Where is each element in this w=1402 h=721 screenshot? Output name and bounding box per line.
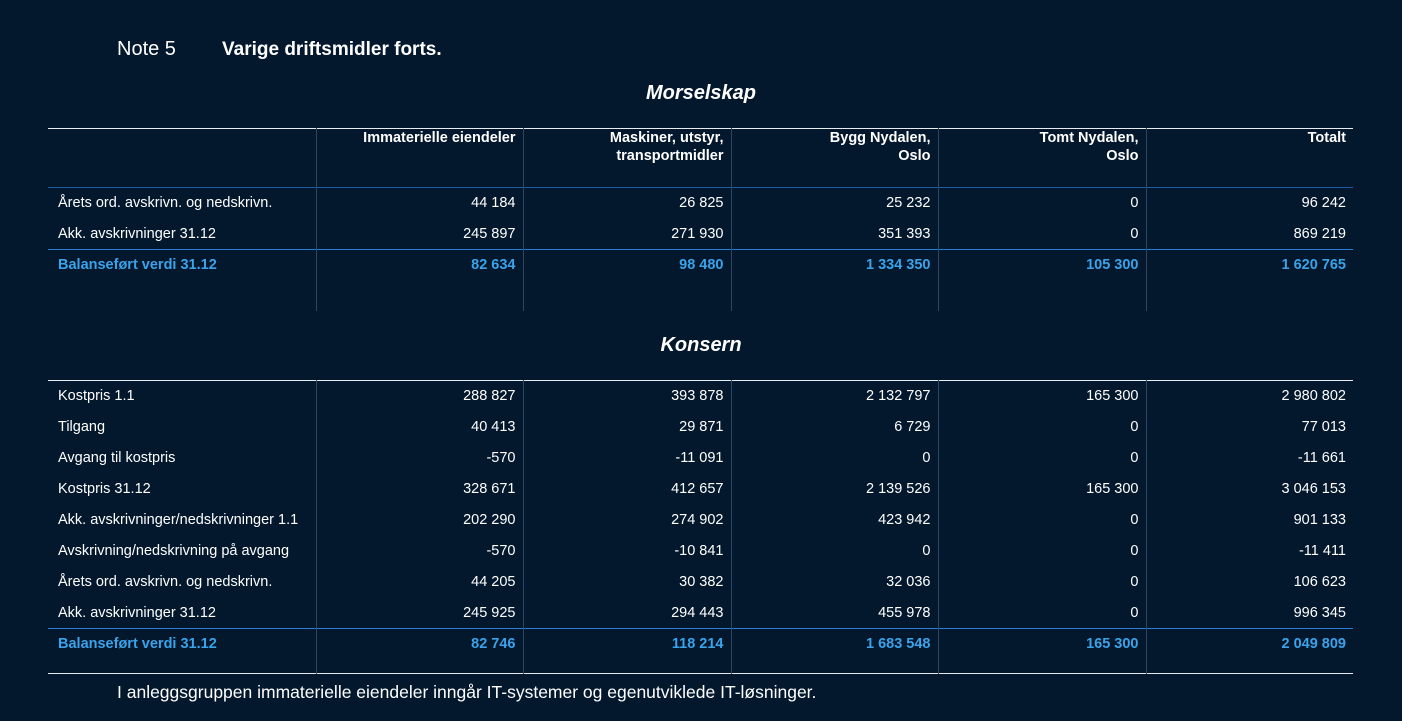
table-cell: 0 (938, 219, 1146, 250)
table-cell: 0 (938, 443, 1146, 474)
table-row (48, 219, 1353, 250)
row-label: Kostpris 1.1 (58, 388, 135, 405)
table-cell: 0 (731, 536, 938, 567)
table-cell: 165 300 (938, 474, 1146, 505)
table-row (48, 412, 1353, 443)
table-cell: 351 393 (731, 219, 938, 250)
table-cell: 3 046 153 (1146, 474, 1353, 505)
table-cell: 26 825 (523, 188, 731, 219)
table-cell: 294 443 (523, 598, 731, 629)
table-cell: 2 132 797 (731, 381, 938, 412)
spacer-cell (48, 281, 316, 311)
table-cell: 0 (938, 505, 1146, 536)
table-cell: 40 413 (316, 412, 523, 443)
table-cell: 288 827 (316, 381, 523, 412)
table-cell: 274 902 (523, 505, 731, 536)
header-cell-immaterielle: Immaterielle eiendeler (316, 129, 523, 188)
row-label: Akk. avskrivninger/nedskrivninger 1.1 (58, 512, 299, 528)
table-row (48, 381, 1353, 412)
note-label: Note 5 (117, 38, 176, 60)
footnote: I anleggsgruppen immaterielle eiendeler inngår IT-systemer og egenutviklede IT-løsninger. (117, 682, 817, 702)
total-cell: 82 634 (316, 250, 523, 281)
table-cell: 0 (938, 567, 1146, 598)
total-cell: 165 300 (938, 629, 1146, 674)
table-cell: -11 411 (1146, 536, 1353, 567)
spacer-cell (938, 281, 1146, 311)
header-cell-maskiner: Maskiner, utstyr, transportmidler (523, 129, 731, 188)
note-title: Varige driftsmidler forts. (222, 39, 442, 60)
table-cell: 25 232 (731, 188, 938, 219)
table-cell: -10 841 (523, 536, 731, 567)
table-cell: -11 091 (523, 443, 731, 474)
row-label: Avgang til kostpris (58, 450, 176, 466)
section-title-morselskap: Morselskap (645, 82, 757, 104)
table-cell: 44 205 (316, 567, 523, 598)
table-cell: 393 878 (523, 381, 731, 412)
header-cell (48, 129, 316, 188)
total-cell: 1 620 765 (1146, 250, 1353, 281)
total-cell: 105 300 (938, 250, 1146, 281)
spacer-cell (731, 281, 938, 311)
table-morselskap (48, 128, 1353, 311)
table-cell: 202 290 (316, 505, 523, 536)
row-label: Kostpris 31.12 (58, 481, 151, 497)
spacer-cell (523, 281, 731, 311)
total-cell: 1 334 350 (731, 250, 938, 281)
total-row (48, 629, 1353, 674)
table-row (48, 505, 1353, 536)
table-cell: 901 133 (1146, 505, 1353, 536)
table-cell: 996 345 (1146, 598, 1353, 629)
header-cell-totalt: Totalt (1146, 129, 1353, 188)
table-header-row (48, 129, 1353, 188)
spacer-cell (1146, 281, 1353, 311)
table-cell: 165 300 (938, 381, 1146, 412)
table-cell: 0 (938, 536, 1146, 567)
table-row (48, 598, 1353, 629)
spacer-row (48, 281, 1353, 311)
table-cell: 0 (938, 188, 1146, 219)
table-cell: 0 (938, 598, 1146, 629)
table-cell: 29 871 (523, 412, 731, 443)
table-row (48, 443, 1353, 474)
row-label: Avskrivning/nedskrivning på avgang (58, 543, 290, 559)
total-label: Balanseført verdi 31.12 (58, 636, 217, 652)
table-cell: 328 671 (316, 474, 523, 505)
total-cell: 98 480 (523, 250, 731, 281)
table-cell: 96 242 (1146, 188, 1353, 219)
table-cell: 245 897 (316, 219, 523, 250)
table-cell: 2 139 526 (731, 474, 938, 505)
table-row (48, 567, 1353, 598)
row-label: Årets ord. avskrivn. og nedskrivn. (58, 195, 273, 212)
spacer-cell (316, 281, 523, 311)
table-cell: 271 930 (523, 219, 731, 250)
total-cell: 82 746 (316, 629, 523, 674)
table-row (48, 474, 1353, 505)
table-cell: 245 925 (316, 598, 523, 629)
total-cell: 1 683 548 (731, 629, 938, 674)
table-cell: -570 (316, 443, 523, 474)
section-title-konsern: Konsern (660, 334, 742, 356)
table-cell: 412 657 (523, 474, 731, 505)
total-cell: 118 214 (523, 629, 731, 674)
table-konsern (48, 380, 1353, 674)
table-cell: 106 623 (1146, 567, 1353, 598)
table-cell: 0 (731, 443, 938, 474)
table-cell: 77 013 (1146, 412, 1353, 443)
header-cell-bygg: Bygg Nydalen, Oslo (731, 129, 938, 188)
note-header (117, 38, 442, 66)
table-cell: 0 (938, 412, 1146, 443)
table-cell: 44 184 (316, 188, 523, 219)
table-cell: 869 219 (1146, 219, 1353, 250)
table-cell: 423 942 (731, 505, 938, 536)
row-label: Årets ord. avskrivn. og nedskrivn. (58, 574, 273, 590)
row-label: Tilgang (58, 419, 106, 435)
table-cell: 6 729 (731, 412, 938, 443)
total-cell: 2 049 809 (1146, 629, 1353, 674)
row-label: Akk. avskrivninger 31.12 (58, 604, 216, 621)
table-row (48, 536, 1353, 567)
table-row (48, 188, 1353, 219)
header-cell-tomt: Tomt Nydalen, Oslo (938, 129, 1146, 188)
total-label: Balanseført verdi 31.12 (58, 257, 217, 274)
table-cell: 455 978 (731, 598, 938, 629)
total-row (48, 250, 1353, 281)
table-cell: 30 382 (523, 567, 731, 598)
table-cell: -11 661 (1146, 443, 1353, 474)
table-cell: 2 980 802 (1146, 381, 1353, 412)
table-cell: 32 036 (731, 567, 938, 598)
table-cell: -570 (316, 536, 523, 567)
row-label: Akk. avskrivninger 31.12 (58, 225, 216, 242)
